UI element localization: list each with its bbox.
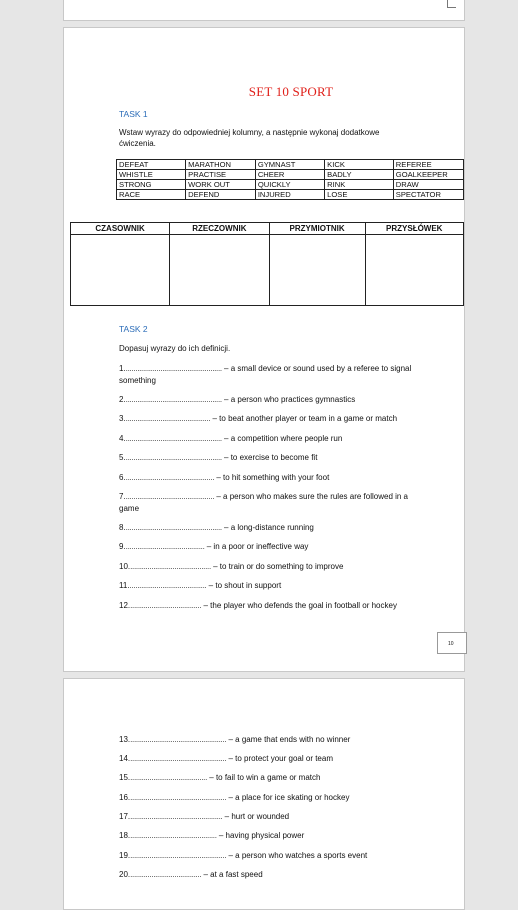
definition-item-cont: something: [119, 376, 156, 385]
definition-item: 13................................................... – a game that ends with no winner: [119, 735, 351, 744]
word-row: [117, 160, 464, 170]
word-cell: GOALKEEPER: [393, 170, 463, 180]
word-cell: KICK: [325, 160, 394, 170]
task2-instruction: Dopasuj wyrazy do ich definicji.: [119, 344, 231, 353]
word-cell: DEFEAT: [117, 160, 186, 170]
task1-heading: TASK 1: [119, 109, 148, 119]
definition-item: 15......................................... – to fail to win a game or match: [119, 773, 321, 782]
definition-item: 17................................................. – hurt or wounded: [119, 812, 290, 821]
word-row: [117, 170, 464, 180]
word-cell: WHISTLE: [117, 170, 186, 180]
definition-item: 6............................................... – to hit something with your foot: [119, 473, 330, 482]
word-cell: RACE: [117, 190, 186, 200]
category-table: [70, 222, 464, 306]
definition-item: 11......................................... – to shout in support: [119, 581, 282, 590]
definition-item: 19................................................... – a person who watches a sports event: [119, 851, 368, 860]
task2-heading: TASK 2: [119, 324, 148, 334]
word-cell: WORK OUT: [186, 180, 256, 190]
previous-page: [63, 0, 465, 21]
definition-item: 18.............................................. – having physical power: [119, 831, 305, 840]
word-cell: QUICKLY: [255, 180, 324, 190]
definition-item: 8................................................... – a long-distance running: [119, 523, 314, 532]
word-cell: CHEER: [255, 170, 324, 180]
definition-item: 10........................................... – to train or do something to improve: [119, 562, 344, 571]
definition-item: 16................................................... – a place for ice skating or hockey: [119, 793, 350, 802]
word-row: [117, 190, 464, 200]
word-cell: SPECTATOR: [393, 190, 463, 200]
word-bank-table: [116, 159, 464, 200]
word-cell: REFEREE: [393, 160, 463, 170]
word-cell: PRACTISE: [186, 170, 256, 180]
word-cell: GYMNAST: [255, 160, 324, 170]
word-cell: RINK: [325, 180, 394, 190]
category-header-adverb: PRZYSŁÓWEK: [365, 223, 464, 235]
definition-item: 4................................................... – a competition where people run: [119, 434, 343, 443]
answer-cell[interactable]: [365, 235, 464, 306]
document-page: [63, 27, 465, 672]
definition-item-cont: game: [119, 504, 140, 513]
word-cell: INJURED: [255, 190, 324, 200]
definition-item: 3............................................. – to beat another player or team in a game or match: [119, 414, 398, 423]
page-number-box: [447, 0, 456, 8]
task1-instruction-cont: ćwiczenia.: [119, 139, 156, 148]
task1-instruction: Wstaw wyrazy do odpowiedniej kolumny, a następnie wykonaj dodatkowe: [119, 128, 380, 137]
definition-item: 20...................................... – at a fast speed: [119, 870, 263, 879]
definition-item: 1................................................... – a small device or sound used by a referee to signal: [119, 364, 412, 373]
category-header-row: [71, 223, 464, 235]
word-cell: MARATHON: [186, 160, 256, 170]
word-cell: LOSE: [325, 190, 394, 200]
word-cell: DEFEND: [186, 190, 256, 200]
page-number-box: 10: [437, 632, 467, 654]
definition-item: 9.......................................... – in a poor or ineffective way: [119, 542, 309, 551]
definition-item: 14................................................... – to protect your goal or team: [119, 754, 333, 763]
word-row: [117, 180, 464, 190]
word-cell: STRONG: [117, 180, 186, 190]
answer-cell[interactable]: [71, 235, 170, 306]
word-cell: DRAW: [393, 180, 463, 190]
category-answer-row: [71, 235, 464, 306]
category-header-verb: CZASOWNIK: [71, 223, 170, 235]
definition-item: 7............................................... – a person who makes sure the rules are followed in a: [119, 492, 409, 501]
page-title: SET 10 SPORT: [248, 84, 334, 99]
definition-item: 2................................................... – a person who practices gymnastics: [119, 395, 356, 404]
word-cell: BADLY: [325, 170, 394, 180]
category-header-noun: RZECZOWNIK: [170, 223, 270, 235]
document-page-next: [63, 678, 465, 910]
definition-item: 5................................................... – to exercise to become fit: [119, 453, 318, 462]
answer-cell[interactable]: [170, 235, 270, 306]
category-header-adjective: PRZYMIOTNIK: [269, 223, 365, 235]
definition-item: 12...................................... – the player who defends the goal in football or hockey: [119, 601, 397, 610]
answer-cell[interactable]: [269, 235, 365, 306]
